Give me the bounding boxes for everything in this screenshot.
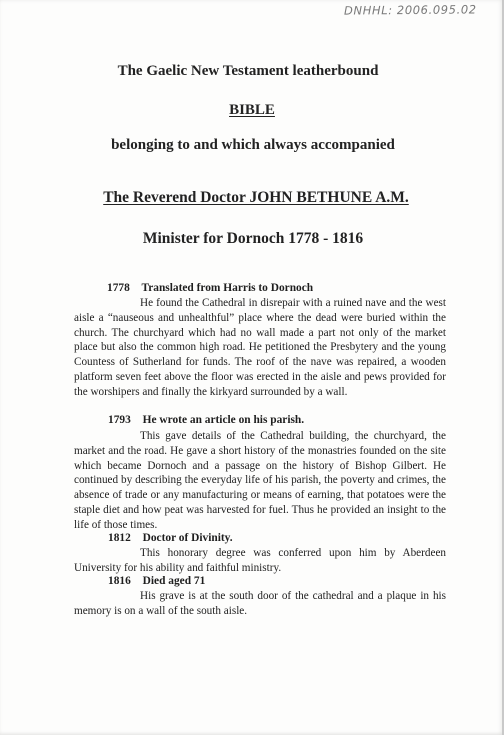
entry-1793-body	[74, 429, 446, 533]
entry-title: Translated from Harris to Dornoch	[141, 282, 314, 294]
heading-minister-dates: Minister for Dornoch 1778 - 1816	[142, 230, 364, 247]
entry-1816-heading	[108, 575, 205, 587]
entry-year: 1778	[107, 282, 130, 294]
entry-title: Died aged 71	[142, 575, 206, 587]
entry-year: 1812	[108, 532, 131, 544]
entry-title: He wrote an article on his parish.	[142, 414, 305, 426]
entry-text: He found the Cathedral in disrepair with a ruined nave and the west aisle a “nauseous and unhealthful” place where the dead were buried within the church. The churchyard which had no wall made a part not only of the market place but also the common high road. He petitioned the Presbytery and the young Countess of Sutherland for funds. The roof of the nave was repaired, a wooden platform seven feet above the floor was erected in the aisle and pews provided for the worshipers and finally the kirkyard surrounded by a wall.	[74, 297, 446, 398]
entry-1816-body	[74, 589, 446, 619]
heading-reverend-name: The Reverend Doctor JOHN BETHUNE A.M.	[103, 189, 409, 206]
entry-text: This gave details of the Cathedral building, the churchyard, the market and the road. He gave a short history of the monastries founded on the site which became Dornoch and a passage on the history of Bishop Gilbert. He continued by describing the everyday life of his parish, the poverty and crimes, the absence of trade or any manufacturing or means of earning, that potatoes were the staple diet and how peat was harvested for fuel. Thus he provided an insight to the life of those times.	[74, 430, 446, 531]
entry-year: 1816	[108, 575, 131, 587]
entry-year: 1793	[108, 414, 131, 426]
entry-1778-heading	[107, 282, 313, 294]
entry-1812-body	[74, 546, 446, 576]
heading-line-1: The Gaelic New Testament leatherbound	[117, 63, 379, 79]
entry-text: His grave is at the south door of the cathedral and a plaque in his memory is on a wall of the south aisle.	[74, 590, 446, 617]
heading-bible: BIBLE	[229, 102, 275, 118]
entry-1812-heading	[108, 532, 233, 544]
accession-number: DNHHL: 2006.095.02	[343, 2, 477, 18]
entry-text: This honorary degree was conferred upon him by Aberdeen University for his ability and faithful ministry.	[74, 547, 446, 574]
entry-title: Doctor of Divinity.	[142, 532, 233, 544]
heading-line-3: belonging to and which always accompanied	[111, 137, 395, 153]
entry-1778-body	[74, 296, 446, 400]
entry-1793-heading	[108, 414, 304, 426]
